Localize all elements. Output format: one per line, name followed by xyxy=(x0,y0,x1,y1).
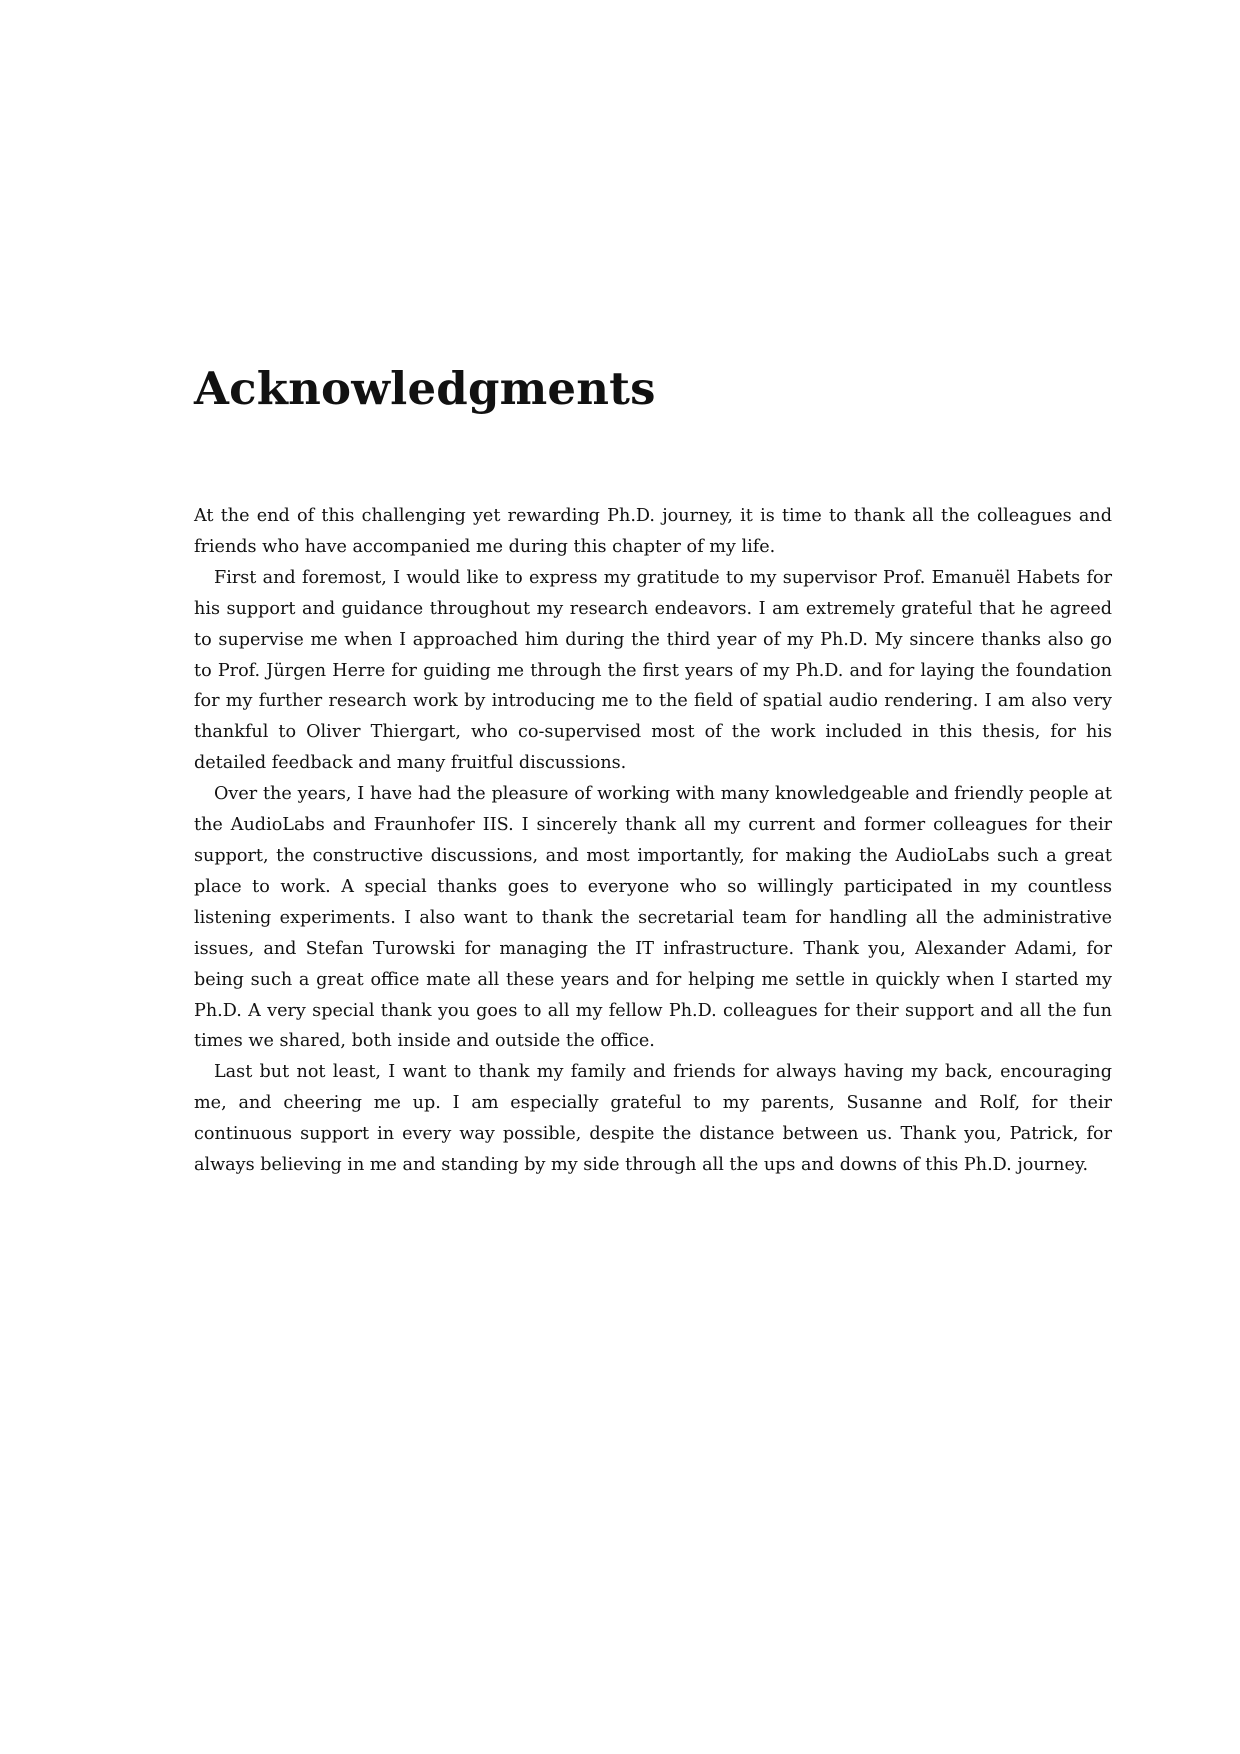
page-content xyxy=(194,354,1112,1181)
chapter-title: Acknowledgments xyxy=(194,362,656,415)
acknowledgments-body xyxy=(194,501,1112,1181)
paragraph-family: Last but not least, I want to thank my family and friends for always having my back, encouraging me, and cheering me up. I am especially grateful to my parents, Susanne and Rolf, for their continuous support in every way possible, despite the distance between us. Thank you, Patrick, for always believing in me and standing by my side through all the ups and downs of this Ph.D. journey. xyxy=(194,1062,1112,1176)
paragraph-colleagues: Over the years, I have had the pleasure of working with many knowledgeable and friendly people at the AudioLabs and Fraunhofer IIS. I sincerely thank all my current and former colleagues for their support, the constructive discussions, and most importantly, for making the AudioLabs such a great place to work. A special thanks goes to everyone who so willingly participated in my countless listening experiments. I also want to thank the secretarial team for handling all the administrative issues, and Stefan Turowski for managing the IT infrastructure. Thank you, Alexander Adami, for being such a great office mate all these years and for helping me settle in quickly when I started my Ph.D. A very special thank you goes to all my fellow Ph.D. colleagues for their support and all the fun times we shared, both inside and outside the office. xyxy=(194,784,1112,1052)
paragraph-supervisors: First and foremost, I would like to express my gratitude to my supervisor Prof. Emanuël Habets for his support and guidance throughout my research endeavors. I am extremely grateful that he agreed to supervise me when I approached him during the third year of my Ph.D. My sincere thanks also go to Prof. Jürgen Herre for guiding me through the first years of my Ph.D. and for laying the foundation for my further research work by introducing me to the field of spatial audio rendering. I am also very thankful to Oliver Thiergart, who co-supervised most of the work included in this thesis, for his detailed feedback and many fruitful discussions. xyxy=(194,567,1112,774)
paragraph-intro: At the end of this challenging yet rewarding Ph.D. journey, it is time to thank all the colleagues and friends who have accompanied me during this chapter of my life. xyxy=(194,506,1112,557)
